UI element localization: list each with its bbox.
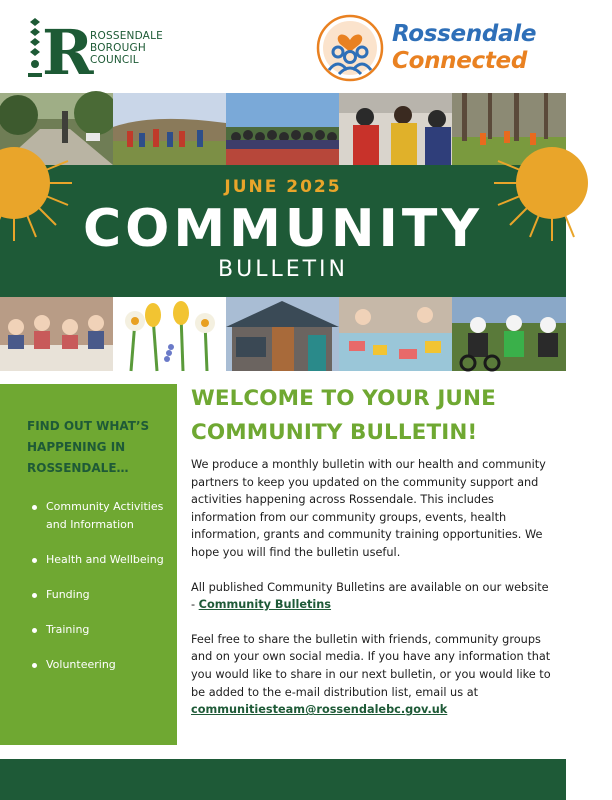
welcome-heading: WELCOME TO YOUR JUNE COMMUNITY BULLETIN! (191, 386, 496, 445)
people-heart-icon (316, 14, 384, 82)
sidebar-item-training: Training (30, 621, 175, 639)
connected-wordmark-line1: Rossendale (392, 21, 537, 47)
footer-bar (0, 759, 566, 800)
email-link[interactable]: communitiesteam@rossendalebc.gov.uk (191, 703, 448, 717)
bulletin-subtitle: BULLETIN (218, 257, 348, 282)
intro-paragraph: We produce a monthly bulletin with our health and community partners to keep you updated on the community support and activities happening across Rossendale. This includes information from our community groups, events, health information, grants and community training opportunities. We hope you will find the bulletin useful. (191, 458, 546, 559)
archive-paragraph (191, 579, 553, 614)
crowd-on-running-track-photo (226, 93, 339, 165)
parade-performers-photo (339, 93, 452, 165)
council-name (90, 30, 163, 66)
connected-wordmark-line2: Connected (392, 48, 528, 74)
title-banner (0, 165, 566, 297)
craft-table-photo (339, 297, 452, 371)
bulletin-month: JUNE 2025 (224, 177, 342, 197)
share-paragraph (191, 631, 553, 719)
walkers-on-moor-photo (113, 93, 226, 165)
daffodils-illustration (113, 297, 226, 371)
main-content (191, 382, 553, 719)
council-name-line3: COUNCIL (90, 54, 139, 66)
community-bulletins-link[interactable]: Community Bulletins (198, 598, 332, 612)
sidebar-item-community-activities: Community Activities and Information (30, 498, 175, 534)
connected-wordmark (392, 21, 536, 75)
bulletin-title: COMMUNITY (82, 199, 484, 259)
group-meal-photo (0, 297, 113, 371)
archive-text: All published Community Bulletins are available on our website - (191, 580, 549, 612)
sidebar-item-health-wellbeing: Health and Wellbeing (30, 551, 175, 569)
sidebar-item-volunteering: Volunteering (30, 656, 175, 674)
header (0, 0, 566, 93)
photo-strip-top (0, 93, 566, 165)
sidebar (0, 384, 177, 745)
photo-strip-bottom (0, 297, 566, 371)
cyclists-photo (452, 297, 566, 371)
sidebar-item-funding: Funding (30, 586, 175, 604)
rossendale-borough-council-logo[interactable] (26, 16, 163, 89)
council-crest-icon (26, 16, 94, 89)
council-name-line1: ROSSENDALE (90, 30, 163, 42)
svg-text:R: R (42, 16, 94, 89)
council-name-line2: BOROUGH (90, 42, 146, 54)
sidebar-topic-list (30, 498, 175, 691)
building-exterior-photo (226, 297, 339, 371)
share-text: Feel free to share the bulletin with friends, community groups and on your own social media. If you have any information that you would like to share in our next bulletin, or you would like to be added to the e-mail distribution list, email us at (191, 632, 551, 699)
sidebar-heading: FIND OUT WHAT’S HAPPENING IN ROSSENDALE… (27, 419, 150, 475)
rossendale-connected-logo[interactable] (316, 14, 536, 82)
